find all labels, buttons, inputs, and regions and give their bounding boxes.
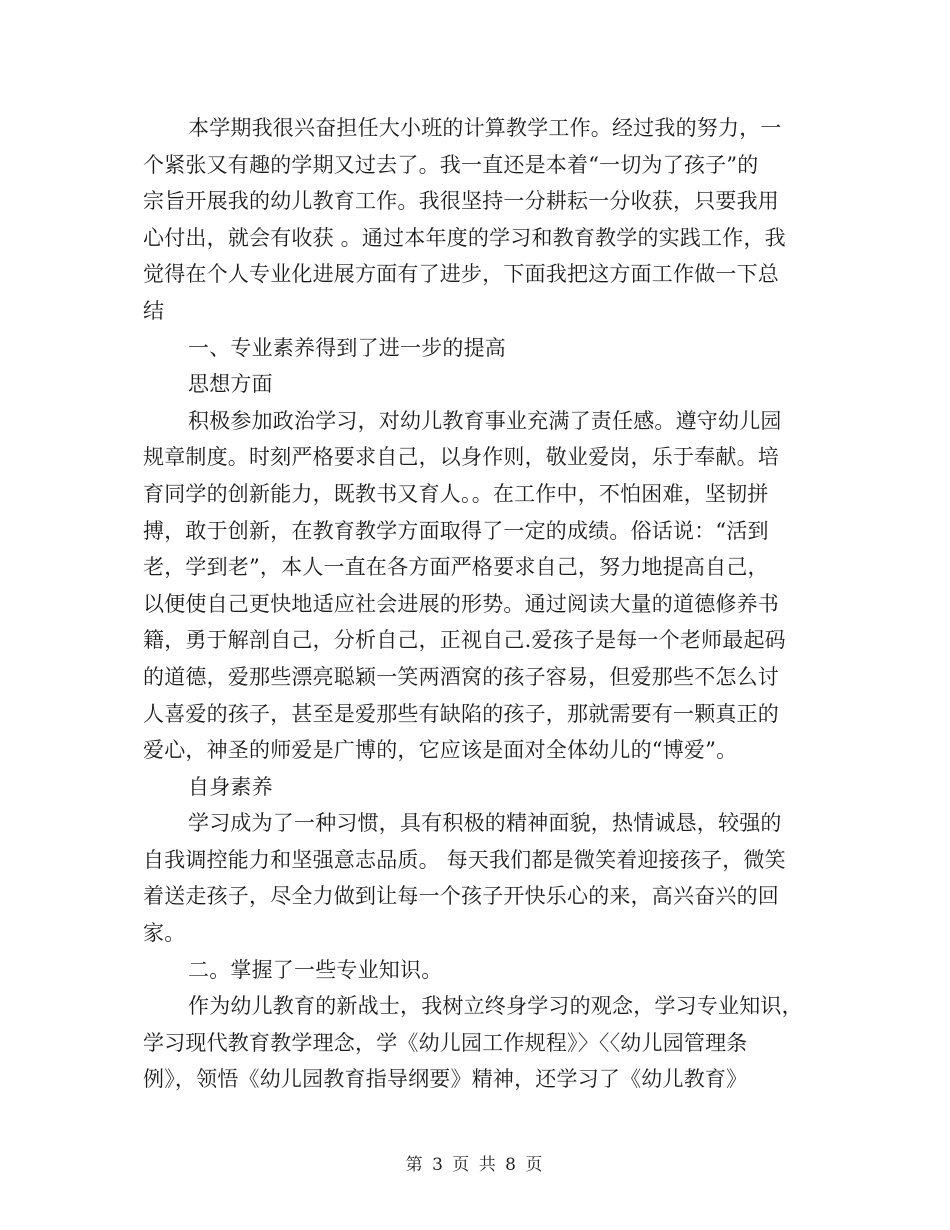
text-line: 以便使自己更快地适应社会进展的形势。通过阅读大量的道德修养书 bbox=[143, 591, 779, 616]
text-line: 的道德，爱那些漂亮聪颖一笑两酒窝的孩子容易，但爱那些不怎么讨 bbox=[143, 664, 779, 689]
text-line: 个紧张又有趣的学期又过去了。我一直还是本着“一切为了孩子”的 bbox=[143, 152, 759, 177]
text-line: 爱心，神圣的师爱是广博的，它应该是面对全体幼儿的“博爱”。 bbox=[143, 738, 738, 763]
text-line: 学习现代教育教学理念，学《幼儿园工作规程》〉〈〈幼儿园管理条 bbox=[143, 1030, 748, 1055]
text-line: 学习成为了一种习惯，具有积极的精神面貌，热情诚恳，较强的 bbox=[188, 811, 782, 836]
document-body bbox=[143, 110, 807, 1098]
text-line: 觉得在个人专业化进展方面有了进步，下面我把这方面工作做一下总 bbox=[143, 262, 779, 287]
text-line: 自身素养 bbox=[188, 774, 273, 799]
text-line: 育同学的创新能力，既教书又育人。。在工作中，不怕困难，坚韧拼 bbox=[143, 481, 769, 506]
text-line: 搏，敢于创新，在教育教学方面取得了一定的成绩。俗话说：“活到 bbox=[143, 518, 769, 543]
text-line: 人喜爱的孩子，甚至是爱那些有缺陷的孩子，那就需要有一颗真正的 bbox=[143, 701, 779, 726]
text-line: 本学期我很兴奋担任大小班的计算教学工作。经过我的努力，一 bbox=[188, 116, 782, 140]
text-line: 积极参加政治学习，对幼儿教育事业充满了责任感。遵守幼儿园 bbox=[188, 408, 782, 433]
text-line: 自我调控能力和坚强意志品质。 每天我们都是微笑着迎接孩子，微笑 bbox=[143, 847, 786, 872]
text-line: 家。 bbox=[143, 921, 186, 946]
text-line: 籍，勇于解剖自己，分析自己，正视自己.爱孩子是每一个老师最起码 bbox=[143, 628, 786, 653]
text-line: 心付出，就会有收获 。通过本年度的学习和教育教学的实践工作，我 bbox=[143, 225, 786, 250]
text-line: 着送走孩子，尽全力做到让每一个孩子开快乐心的来，高兴奋兴的回 bbox=[143, 884, 779, 909]
text-line: 宗旨开展我的幼儿教育工作。我很坚持一分耕耘一分收获，只要我用 bbox=[143, 189, 779, 214]
page-number-footer: 第 3 页 共 8 页 bbox=[405, 1155, 545, 1175]
text-line: 一、专业素养得到了进一步的提高 bbox=[188, 335, 506, 360]
text-line: 二。掌握了一些专业知识。 bbox=[188, 957, 443, 982]
text-line: 结 bbox=[143, 298, 165, 323]
text-line: 思想方面 bbox=[188, 372, 273, 397]
text-line: 老，学到老”，本人一直在各方面严格要求自己，努力地提高自己， bbox=[143, 555, 769, 580]
text-line: 规章制度。时刻严格要求自己，以身作则，敬业爱岗，乐于奉献。培 bbox=[143, 445, 779, 470]
text-line: 作为幼儿教育的新战士，我树立终身学习的观念，学习专业知识， bbox=[188, 994, 803, 1019]
text-line: 例》，领悟《幼儿园教育指导纲要》精神，还学习了《幼儿教育》 bbox=[143, 1067, 748, 1092]
